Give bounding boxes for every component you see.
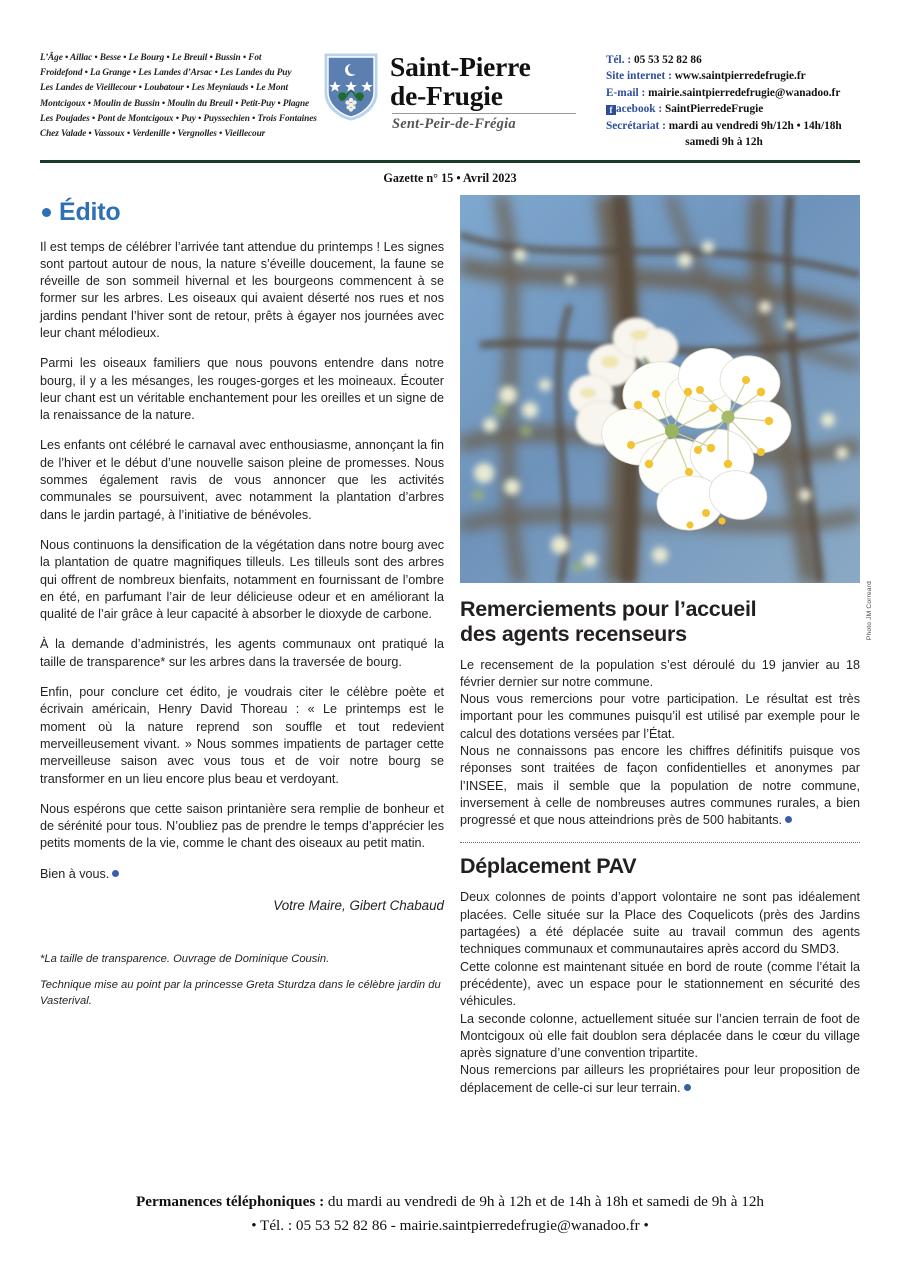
contact-email-row bbox=[606, 85, 860, 101]
phone-label: Tél. : bbox=[606, 54, 632, 66]
edito-title: Édito bbox=[59, 197, 121, 226]
edito-paragraph: Les enfants ont célébré le carnaval avec enthousiasme, annonçant la fin de l’hiver et le début d’une nouvelle saison pleine de promesses. Nous sommes également ravis de vous annoncer que les activités communales se poursuivent, avec notamment la plantation d’arbres dans le jardin partagé, à l’initiative de bénévoles. bbox=[40, 438, 444, 522]
secretariat-value: mardi au vendredi 9h/12h • 14h/18h bbox=[668, 119, 842, 132]
facebook-icon[interactable]: f bbox=[606, 105, 616, 115]
pav-paragraph-last bbox=[460, 1062, 860, 1097]
village-line: Les Poujades • Pont de Montcigoux • Puy • Puyssechien • Trois Fontaines bbox=[40, 113, 317, 124]
phone-value: 05 53 52 82 86 bbox=[633, 54, 702, 66]
content-columns bbox=[40, 195, 873, 1098]
website-label: Site internet : bbox=[606, 70, 672, 83]
edito-paragraph: Il est temps de célébrer l’arrivée tant attendue du printemps ! Les signes sont partout autour de nous, la nature s’éveille doucement, la faune se réveille de son sommeil hivernal et les bourgeons commencent à se former sur les arbres. Les oiseaux qui avaient déserté nos rues et nos jardins pendant l’hiver sont de retour, prêts à égayer nos journées avec leur chant mélodieux. bbox=[40, 239, 444, 340]
village-line: Les Landes de Vieillecour • Loubatour • Les Meyniauds • Le Mont bbox=[40, 83, 289, 94]
commune-name-line2: de-Frugie bbox=[390, 80, 503, 111]
edito-closing-text: Bien à vous. bbox=[40, 866, 110, 881]
brand-divider bbox=[392, 113, 576, 114]
commune-name-line1: Saint-Pierre bbox=[390, 51, 531, 82]
section-divider bbox=[460, 842, 860, 843]
edito-closing bbox=[40, 866, 444, 883]
footer-line-1 bbox=[40, 1190, 860, 1214]
mayor-signature: Votre Maire, Gibert Chabaud bbox=[273, 898, 444, 913]
website-value[interactable]: www.saintpierredefrugie.fr bbox=[674, 70, 806, 83]
edito-paragraph: Nous continuons la densification de la végétation dans notre bourg avec la plantation de quatre magnifiques tilleuls. Les tilleuls sont des arbres qui offrent de nombreux bienfaits, notamment en fournissant de l’ombre en été, en parfumant l’air de leur délicieuse odeur et en améliorant la qualité de l’air grâce à leur capacité à absorber le dioxyde de carbone. bbox=[40, 537, 444, 622]
contact-block bbox=[594, 50, 860, 150]
recensement-paragraph: Nous vous remercions pour votre participation. Le résultat est très important pour les communes puisqu’il est utilisé par exemple pour le calcul des dotations versées par l’État. bbox=[460, 692, 860, 741]
recensement-title-line2: des agents recenseurs bbox=[460, 621, 687, 646]
commune-name-occitan: Sent-Peir-de-Frégia bbox=[392, 116, 516, 132]
end-bullet-icon bbox=[785, 816, 792, 823]
footer-label: Permanences téléphoniques : bbox=[135, 1193, 325, 1210]
village-line: Chez Valade • Vassoux • Verdenille • Vergnolles • Vieillecour bbox=[40, 129, 266, 140]
end-bullet-icon bbox=[112, 870, 119, 877]
recensement-paragraph-last bbox=[460, 743, 860, 829]
edito-paragraph: Parmi les oiseaux familiers que nous pouvons entendre dans notre bourg, il y a les mésanges, les rouges-gorges et les moineaux. Écouter leur chant est un véritable enchantement pour les oreilles et un signe de la renaissance de la nature. bbox=[40, 356, 444, 423]
email-label: E-mail : bbox=[606, 86, 646, 99]
page-footer bbox=[40, 1190, 860, 1238]
facebook-value[interactable]: SaintPierredeFrugie bbox=[664, 103, 764, 116]
contact-phone-row bbox=[606, 52, 860, 68]
village-line: Montcigoux • Moulin de Bussin • Moulin du Breuil • Petit-Puy • Plagne bbox=[40, 98, 310, 109]
villages-list bbox=[40, 50, 318, 142]
coat-of-arms-icon bbox=[322, 51, 380, 123]
bullet-icon bbox=[42, 208, 51, 217]
masthead bbox=[40, 0, 860, 154]
village-line: L’Âge • Aillac • Besse • Le Bourg • Le Breuil • Bussin • Fot bbox=[40, 53, 262, 63]
facebook-label: acebook : bbox=[616, 103, 663, 116]
left-column bbox=[40, 195, 444, 1020]
email-value[interactable]: mairie.saintpierredefrugie@wanadoo.fr bbox=[648, 86, 841, 99]
photo-credit: Photo JM Correard bbox=[866, 580, 873, 640]
footnote-2: Technique mise au point par la princesse Greta Sturdza dans le célèbre jardin du Vasterival. bbox=[40, 979, 441, 1007]
end-bullet-icon bbox=[684, 1084, 691, 1091]
recensement-paragraph: Le recensement de la population s’est déroulé du 19 janvier au 18 février dernier sur notre commune. bbox=[460, 657, 860, 689]
footer-hours: du mardi au vendredi de 9h à 12h et de 14h à 18h et samedi de 9h à 12h bbox=[324, 1193, 765, 1210]
footer-line-2: • Tél. : 05 53 52 82 86 - mairie.saintpierredefrugie@wanadoo.fr • bbox=[251, 1217, 649, 1234]
contact-hours-row-2 bbox=[606, 134, 860, 150]
edito-paragraph: Enfin, pour conclure cet édito, je voudrais citer le célèbre poète et écrivain américain, Henry David Thoreau : « Le printemps est le moment où la nature reprend son souffle et tout redevient merveilleusement vivant. » Nous sommes impatients de partager cette merveilleuse saison avec vous tous et de voir notre bourg se transformer en un lieu encore plus beau et verdoyant. bbox=[40, 685, 444, 786]
gazette-issue-line: Gazette n° 15 • Avril 2023 bbox=[383, 170, 517, 185]
village-line: Froidefond • La Grange • Les Landes d’Arsac • Les Landes du Puy bbox=[40, 68, 292, 79]
footnotes bbox=[40, 951, 444, 1009]
footnote-1: *La taille de transparence. Ouvrage de Dominique Cousin. bbox=[40, 953, 330, 965]
secretariat-label: Secrétariat : bbox=[606, 119, 666, 132]
pav-paragraph: La seconde colonne, actuellement située sur l’ancien terrain de foot de Montcigoux où elle fait doublon sera déplacée dans le cœur du village après signature d’une convention tripartite. bbox=[460, 1011, 860, 1061]
recensement-last-text: Nous ne connaissons pas encore les chiffres définitifs puisque vos réponses sont traitées de façon confidentielles et anonymes par l’INSEE, mais il semble que la population de notre commune, inversement à celle de nombreuses autres communes rurales, a bien progressé et que nous atteindrions près de 500 habitants. bbox=[460, 743, 860, 828]
recensement-heading bbox=[460, 597, 860, 647]
contact-facebook-row bbox=[606, 101, 860, 117]
contact-website-row bbox=[606, 68, 860, 84]
secretariat-value-2: samedi 9h à 12h bbox=[685, 136, 763, 149]
blossom-photo bbox=[460, 195, 860, 583]
right-column bbox=[460, 195, 873, 1098]
pav-paragraph: Deux colonnes de points d’apport volontaire ne sont pas idéalement placées. Celle située sur la Place des Coquelicots (près des Jardins partagées) a été déplacée suite au travail commun des agents techniques communaux et communautaires après accord du SMD3. bbox=[460, 890, 860, 957]
pav-last-text: Nous remercions par ailleurs les propriétaires pour leur proposition de déplacement de celle-ci sur leur terrain. bbox=[460, 1063, 860, 1095]
brand-text bbox=[390, 50, 576, 132]
edito-paragraph: Nous espérons que cette saison printanière sera remplie de bonheur et de sérénité pour tous. N’oubliez pas de prendre le temps d’apprécier les petits moments de la vie, comme le chant des oiseaux au petit matin. bbox=[40, 801, 444, 851]
recensement-title-line1: Remerciements pour l’accueil bbox=[460, 596, 757, 621]
pav-heading: Déplacement PAV bbox=[460, 854, 637, 879]
edito-heading bbox=[40, 197, 444, 227]
contact-hours-row bbox=[606, 118, 860, 134]
edito-paragraph: À la demande d’administrés, les agents communaux ont pratiqué la taille de transparence* sur les arbres dans la traversée de bourg. bbox=[40, 637, 444, 669]
brand-block bbox=[318, 50, 594, 132]
pav-paragraph: Cette colonne est maintenant située en bord de route (comme l’était la précédente), avec un espace pour le stationnement en sécurité des véhicules. bbox=[460, 959, 860, 1009]
